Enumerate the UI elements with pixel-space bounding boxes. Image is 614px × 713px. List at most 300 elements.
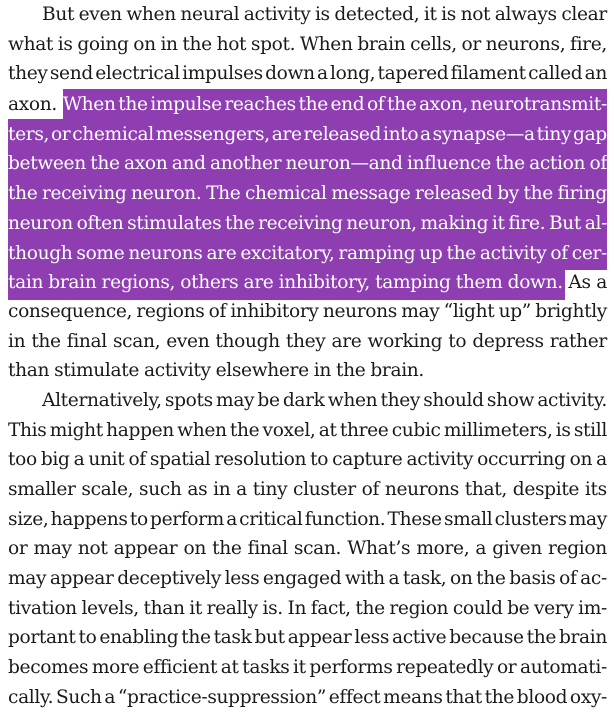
word: capture [332, 449, 403, 471]
word: and [171, 153, 206, 175]
word: regions, [101, 272, 176, 294]
word: “practice-suppression” [117, 686, 327, 708]
word: brain [357, 33, 406, 55]
word: making [420, 212, 489, 234]
word: smaller [8, 479, 76, 500]
word: at [220, 657, 239, 679]
word: another [210, 153, 282, 175]
word: always [494, 4, 557, 25]
word: rather [549, 330, 607, 352]
word: region [389, 597, 449, 619]
word: of [128, 449, 146, 471]
word: basis [509, 568, 556, 590]
word: But [42, 4, 75, 25]
word: chemical [72, 123, 154, 145]
word: may [401, 300, 440, 322]
word: When [299, 33, 353, 55]
word: task, [402, 568, 447, 590]
word: be [257, 389, 280, 411]
plain-text: axon. [8, 94, 57, 116]
plain-text: As a [568, 272, 607, 294]
word: or [8, 538, 28, 560]
word: tiny [252, 479, 288, 500]
word: even [166, 330, 210, 352]
word: inhibitory [230, 300, 319, 322]
word: to [78, 627, 97, 649]
word: regions [136, 300, 205, 322]
word: it [423, 4, 437, 25]
word: activity [406, 449, 474, 471]
word: that, [464, 479, 507, 500]
text-line [8, 653, 607, 683]
word: brightly [535, 300, 607, 322]
word: task [213, 627, 252, 649]
word: they [8, 63, 48, 85]
word: more, [416, 538, 470, 560]
highlighted-text[interactable] [63, 89, 607, 122]
word: happens [50, 508, 128, 530]
word: released [415, 183, 493, 205]
word: happen [106, 419, 174, 441]
word: because [449, 627, 524, 649]
text-line [8, 623, 607, 653]
word: tiny [536, 123, 572, 145]
word: oxy- [569, 686, 607, 708]
word: activity [144, 360, 211, 382]
word: consequence, [8, 300, 133, 322]
word: may [568, 508, 607, 530]
word: the [224, 212, 255, 234]
word: im- [578, 597, 607, 619]
word: are [331, 330, 362, 352]
text-line [8, 89, 607, 119]
word: often [76, 212, 124, 234]
word: elsewhere [215, 360, 309, 382]
word: firing [557, 183, 607, 205]
word: three [339, 419, 389, 441]
word: deceptively [117, 568, 221, 590]
word: effect [328, 686, 381, 708]
word: fire, [570, 33, 607, 55]
text-line [8, 594, 607, 624]
word: should [423, 389, 484, 411]
word: too [8, 449, 37, 471]
text-line [8, 386, 607, 416]
word: cer- [571, 242, 607, 264]
word: may [216, 389, 255, 411]
text-line [8, 505, 607, 535]
word: But [548, 212, 582, 234]
word: neurons [384, 479, 459, 500]
word: than [8, 360, 50, 382]
word: Such [55, 686, 102, 708]
word: could [452, 597, 503, 619]
text-line [8, 59, 607, 89]
word: impulse [150, 94, 222, 116]
paragraph [8, 0, 607, 386]
word: the [118, 94, 148, 116]
word: spots [164, 389, 213, 411]
word: occurring [477, 449, 566, 471]
word: excitatory, [240, 242, 335, 264]
word: These [387, 508, 442, 530]
word: end [330, 94, 365, 116]
word: unit [88, 449, 125, 471]
word: the [446, 242, 476, 264]
word: on [183, 538, 206, 560]
word: what [8, 33, 54, 55]
word: neurons, [485, 33, 566, 55]
word: at [318, 419, 337, 441]
word: may [33, 538, 72, 560]
word: the [495, 153, 525, 175]
word: when [327, 389, 378, 411]
word: a [236, 479, 247, 500]
word: ramping [338, 242, 416, 264]
word: messengers, [155, 123, 270, 145]
word: neurons [128, 242, 203, 264]
text-line [8, 534, 607, 564]
word: the [526, 627, 557, 649]
word: action [529, 153, 586, 175]
word: the [335, 360, 366, 382]
word: tapered [377, 63, 449, 85]
word: on [133, 33, 156, 55]
word: a [475, 538, 487, 560]
word: very [533, 597, 574, 619]
word: region [548, 538, 607, 560]
word: send [49, 63, 93, 85]
word: is [555, 419, 571, 441]
word: big [40, 449, 70, 471]
word: is [57, 33, 73, 55]
word: electrical [95, 63, 180, 85]
word: the [182, 33, 212, 55]
word: it [293, 657, 306, 679]
word: means [383, 686, 443, 708]
word: though [8, 242, 73, 264]
word: they [380, 389, 421, 411]
highlighted-text[interactable] [8, 208, 607, 241]
word: a [420, 123, 431, 145]
text-line [8, 178, 607, 208]
word: “light [443, 300, 495, 322]
word: in [160, 33, 178, 55]
word: depress [472, 330, 544, 352]
word: less [224, 568, 260, 590]
word: are [206, 242, 237, 264]
paragraph [8, 386, 607, 713]
word: is. [262, 597, 283, 619]
text-line [8, 0, 607, 30]
word: or [461, 33, 481, 55]
word: it [491, 212, 505, 234]
word: tivation [8, 597, 77, 619]
word: show [486, 389, 535, 411]
word: receiving [41, 183, 127, 205]
word: given [492, 538, 542, 560]
word: less [354, 627, 390, 649]
word: the [355, 597, 385, 619]
word: by [497, 183, 519, 205]
word: tain [8, 272, 44, 294]
word: fact, [310, 597, 351, 619]
word: cally. [8, 686, 54, 708]
word: is [314, 4, 330, 25]
highlighted-text[interactable] [8, 178, 607, 211]
word: What’s [347, 538, 411, 560]
word: the [181, 627, 211, 649]
word: neurons [322, 300, 397, 322]
word: repeatedly [396, 657, 494, 679]
word: This [8, 419, 47, 441]
word: spot. [250, 33, 296, 55]
word: of [366, 94, 385, 116]
word: or [496, 657, 517, 679]
word: detected, [334, 4, 420, 25]
word: function. [304, 508, 386, 530]
text-line [8, 327, 607, 357]
word: are [271, 123, 302, 145]
word: working [367, 330, 443, 352]
word: tasks [242, 657, 290, 679]
word: brain [558, 627, 607, 649]
word: between [8, 153, 86, 175]
word: a [596, 449, 607, 471]
word: fire. [508, 212, 546, 234]
word: the [229, 419, 260, 441]
word: than [143, 597, 185, 619]
word: brain. [370, 360, 424, 382]
text-line [8, 30, 607, 60]
word: receiving [258, 212, 343, 234]
word: message [331, 183, 411, 205]
word: to [129, 508, 148, 530]
word: the [90, 153, 120, 175]
word: up” [498, 300, 531, 322]
word: the [8, 183, 38, 205]
highlighted-text[interactable] [8, 148, 607, 181]
word: released [303, 123, 382, 145]
word: is [441, 4, 456, 25]
word: of [208, 300, 227, 322]
word: chemical [244, 183, 327, 205]
highlighted-text[interactable] [8, 267, 565, 300]
word: on [450, 568, 473, 590]
word: neurotransmit- [470, 94, 607, 116]
word: they [285, 330, 326, 352]
word: ac- [580, 568, 607, 590]
word: stimulates [127, 212, 222, 234]
word: though [215, 330, 280, 352]
word: neuron—and [285, 153, 403, 175]
word: the [523, 183, 553, 205]
word: blood [516, 686, 568, 708]
word: appear [49, 568, 114, 590]
word: with [344, 568, 385, 590]
word: when [177, 419, 227, 441]
text-line [8, 238, 607, 268]
word: them [455, 272, 503, 294]
word: a [388, 568, 400, 590]
word: called [528, 63, 583, 85]
text-line [8, 445, 607, 475]
word: cubic [391, 419, 441, 441]
word: inhibitory, [278, 272, 370, 294]
word: more [91, 657, 140, 679]
word: reaches [224, 94, 296, 116]
word: The [206, 183, 241, 205]
word: down [265, 63, 315, 85]
word: al- [584, 212, 607, 234]
word: Alternatively, [42, 389, 162, 411]
word: hot [216, 33, 247, 55]
word: others [180, 272, 239, 294]
word: the [484, 686, 515, 708]
text-line [8, 267, 607, 297]
word: dark [282, 389, 325, 411]
word: going [77, 33, 129, 55]
text-line [8, 683, 607, 713]
word: becomes [8, 657, 89, 679]
word: filament [450, 63, 526, 85]
word: enabling [99, 627, 179, 649]
word: In [287, 597, 307, 619]
word: gap [573, 123, 607, 145]
word: millimeters, [443, 419, 553, 441]
word: size, [8, 508, 49, 530]
word: up [419, 242, 443, 264]
word: the [212, 538, 242, 560]
word: or [50, 123, 71, 145]
word: neuron, [346, 212, 417, 234]
word: brain [48, 272, 97, 294]
word: to [448, 330, 467, 352]
word: clusters [494, 508, 567, 530]
word: neuron. [131, 183, 202, 205]
word: in [213, 479, 231, 500]
word: cluster [293, 479, 356, 500]
highlighted-text[interactable] [8, 119, 607, 152]
word: activity. [537, 389, 607, 411]
word: really [206, 597, 258, 619]
word: scale, [81, 479, 134, 500]
word: in [313, 360, 331, 382]
word: even [78, 4, 122, 25]
word: of [550, 242, 568, 264]
word: axon [123, 153, 168, 175]
word: not [460, 4, 491, 25]
word: not [77, 538, 108, 560]
word: a [73, 449, 85, 471]
word: efficient [142, 657, 218, 679]
word: tamping [375, 272, 451, 294]
word: axon, [419, 94, 468, 116]
word: portant [8, 627, 76, 649]
word: a [317, 63, 328, 85]
word: small [443, 508, 493, 530]
word: a [104, 686, 116, 708]
word: scan. [293, 538, 342, 560]
word: but [254, 627, 285, 649]
word: despite [512, 479, 580, 500]
word: cells, [410, 33, 457, 55]
word: activity [479, 242, 547, 264]
word: spatial [149, 449, 211, 471]
text-line [8, 148, 607, 178]
word: synapse—a [432, 123, 535, 145]
word: stimulate [54, 360, 140, 382]
word: final [247, 538, 288, 560]
word: automati- [519, 657, 607, 679]
word: impulses [182, 63, 263, 85]
word: appear [287, 627, 352, 649]
word: of [559, 568, 577, 590]
word: final [66, 330, 107, 352]
word: appear [113, 538, 178, 560]
word: down. [507, 272, 563, 294]
word: in [8, 330, 26, 352]
word: its [584, 479, 607, 500]
word: of [361, 479, 380, 500]
word: still [573, 419, 607, 441]
word: to [310, 449, 329, 471]
word: the [386, 94, 417, 116]
word: neuron [8, 212, 73, 234]
word: into [382, 123, 419, 145]
highlighted-text[interactable] [8, 238, 607, 271]
text-line [8, 416, 607, 446]
word: are [243, 272, 274, 294]
word: on [569, 449, 593, 471]
word: when [126, 4, 176, 25]
text-line [8, 564, 607, 594]
word: influence [406, 153, 491, 175]
word: active [391, 627, 447, 649]
word: levels, [81, 597, 139, 619]
word: some [76, 242, 125, 264]
word: scan, [112, 330, 161, 352]
word: an [584, 63, 607, 85]
word: the [476, 568, 506, 590]
word: performs [309, 657, 393, 679]
word: such [139, 479, 182, 500]
word: clear [561, 4, 607, 25]
word: may [8, 568, 47, 590]
word: the [298, 94, 328, 116]
word: of [589, 153, 607, 175]
word: ters, [8, 123, 50, 145]
word: be [507, 597, 530, 619]
word: long, [330, 63, 376, 85]
word: a [226, 508, 237, 530]
word: the [31, 330, 61, 352]
word: critical [239, 508, 303, 530]
text-line [8, 297, 607, 327]
word: engaged [262, 568, 342, 590]
word: activity [243, 4, 311, 25]
word: neural [180, 4, 240, 25]
word: voxel, [262, 419, 316, 441]
word: might [49, 419, 103, 441]
word: it [189, 597, 202, 619]
text-line [8, 475, 607, 505]
word: that [445, 686, 482, 708]
word: When [62, 94, 116, 116]
word: as [187, 479, 208, 500]
text-line [8, 356, 607, 386]
word: perform [150, 508, 224, 530]
